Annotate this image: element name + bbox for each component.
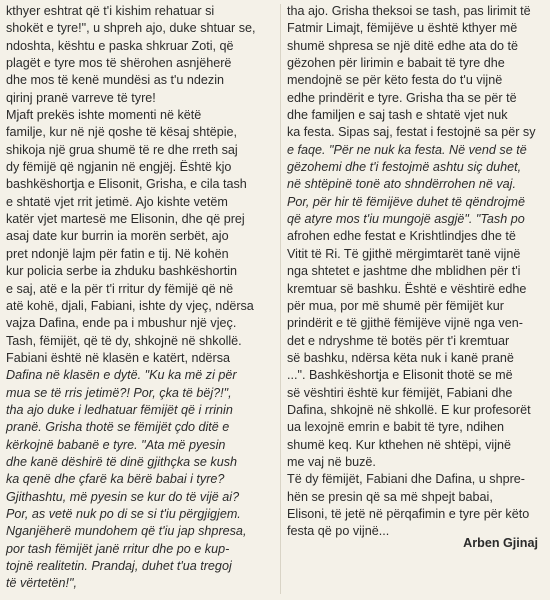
text-line: tojnë realitetin. Prandaj, duhet t'ua tregoj xyxy=(6,559,232,573)
text-line: Mjaft prekës ishte momenti në këtë xyxy=(6,108,202,123)
text-line: së vështiri është kur fëmijët, Fabiani dhe xyxy=(287,385,513,400)
text-line: vajza Dafina, ende pa i mbushur një vjeç. xyxy=(6,316,237,331)
text-line: afrohen edhe festat e Krishtlindjes dhe të xyxy=(287,229,516,244)
text-line: hën se presin që sa më shpejt babai, xyxy=(287,489,493,504)
text-line: e faqe. "Për ne nuk ka festa. Në vend se të xyxy=(287,142,527,157)
text-line: pret ndonjë lajm për fatin e tij. Në kohën xyxy=(6,246,229,261)
text-line: Gjithashtu, më pyesin se kur do të vijë ai? xyxy=(6,489,240,504)
text-line: ...". Bashkëshortja e Elisonit thotë se më xyxy=(287,368,513,383)
text-line: asaj date kur burrin ia morën serbët, ajo xyxy=(6,229,229,244)
text-line: plagët e tyre mos të shërohen asnjëherë xyxy=(6,56,232,71)
text-line: Elisoni, të jetë në përqafimin e tyre për këto xyxy=(287,506,530,521)
text-line: Të dy fëmijët, Fabiani dhe Dafina, u shpre- xyxy=(287,472,526,487)
text-line: të vërtetën!", xyxy=(6,576,77,591)
text-line: pranë. Grisha thotë se fëmijët çdo ditë e xyxy=(6,420,230,435)
text-line: mua se të rris jetimë?! Por, çka të bëj?!", xyxy=(6,385,232,400)
author-byline: Arben Gjinaj xyxy=(463,536,538,550)
right-column xyxy=(287,3,545,541)
text-line: dhe kanë dëshirë të dinë gjithçka se kush xyxy=(6,454,238,469)
text-line: për mua, por më shumë për fëmijët kur xyxy=(287,298,504,313)
text-line: tha ajo. Grisha theksoi se tash, pas lirimit të xyxy=(287,4,531,18)
text-line: që atyre mos t'iu mungojë asgjë". "Tash po xyxy=(287,212,525,227)
text-line: ua lexojnë emrin e babit të tyre, ndihen xyxy=(287,420,505,435)
text-line: Fabiani është në klasën e katërt, ndërsa xyxy=(6,350,231,365)
text-line: së bashku, ndërsa këta nuk i kanë pranë xyxy=(287,350,514,365)
text-line: qirinj pranë varreve të tyre! xyxy=(6,90,156,105)
text-line: familje, kur në një qoshe të kësaj shtëpie, xyxy=(6,125,238,140)
text-line: Dafina, shkojnë në shkollë. E kur profesorët xyxy=(287,402,531,417)
text-line: dhe mos të kenë mundësi as t'u ndezin xyxy=(6,73,225,88)
text-line: bashkëshortja e Elisonit, Grisha, e cila tash xyxy=(6,177,247,192)
text-line: me vaj në buzë. xyxy=(287,454,376,469)
text-line: atë kohë, djali, Fabiani, ishte dy vjeç, ndërsa xyxy=(6,298,254,313)
text-line: tha ajo duke i ledhatuar fëmijët që i rrinin xyxy=(6,402,233,417)
text-line: katër vjet martesë me Elisonin, dhe që prej xyxy=(6,212,245,227)
text-line: por tash fëmijët janë rritur dhe po e kup- xyxy=(6,541,230,556)
text-line: shumë keq. Kur kthehen në shtëpi, vijnë xyxy=(287,437,512,452)
text-line: kthyer eshtrat që t'i kishim rehatuar si xyxy=(6,4,215,18)
text-line: e shtatë vjet rrit jetimë. Ajo kishte vetëm xyxy=(6,194,228,209)
text-line: Tash, fëmijët, që të dy, shkojnë në shkollë. xyxy=(6,333,242,348)
text-line: ka festa. Sipas saj, festat i festojnë sa për sy xyxy=(287,125,536,140)
text-line: shumë shpresa se një ditë edhe ata do të xyxy=(287,38,519,53)
text-line: Por, as vetë nuk po di se si t'iu përgjigjem. xyxy=(6,506,241,521)
text-line: kur policia serbe ia zhduku bashkëshortin xyxy=(6,264,238,279)
text-line: nga shtetet e jashtme dhe mblidhen për t'i xyxy=(287,264,521,279)
text-line: prindërit e të gjithë fëmijëve vijnë nga ven- xyxy=(287,316,523,331)
text-line: dhe familjen e saj tash e shtatë vjet nuk xyxy=(287,108,508,123)
left-column xyxy=(6,3,274,593)
text-line: e saj, atë e la për t'i rritur dy fëmijë që në xyxy=(6,281,234,296)
text-line: det e ndryshme të botës për t'i kremtuar xyxy=(287,333,510,348)
text-line: dy fëmijë që ngjanin në engjëj. Është kjo xyxy=(6,160,232,175)
text-line: Fatmir Limajt, fëmijëve u është kthyer më xyxy=(287,21,518,36)
text-line: shokët e tyre!", u shpreh ajo, duke shtuar se, xyxy=(6,21,256,36)
column-divider xyxy=(280,4,281,594)
text-line: edhe prindërit e tyre. Grisha tha se për të xyxy=(287,90,517,105)
text-line: në shtëpinë tonë ato shndërrohen në vaj. xyxy=(287,177,516,192)
text-line: gëzohen për lirimin e babait të tyre dhe xyxy=(287,56,505,71)
text-line: gëzohemi dhe t'i festojmë ashtu siç duhet, xyxy=(287,160,522,175)
text-line: Por, për hir të fëmijëve duhet të qëndrojmë xyxy=(287,194,526,209)
text-line: festa që po vijnë... xyxy=(287,524,390,539)
text-line: Nganjëherë mundohem që t'iu jap shpresa, xyxy=(6,524,247,539)
text-line: kremtuar së bashku. Është e vështirë edhe xyxy=(287,281,527,296)
text-line: ndoshta, kështu e paska shkruar Zoti, që xyxy=(6,38,234,53)
text-line: shikoja një grua shumë të re dhe rreth saj xyxy=(6,142,238,157)
text-line: mendojnë se për këto festa do t'u vijnë xyxy=(287,73,503,88)
text-line: kërkojnë babanë e tyre. "Ata më pyesin xyxy=(6,437,226,452)
text-line: Vitit të Ri. Të gjithë mërgimtarët tanë vijnë xyxy=(287,246,521,261)
text-line: Dafina në klasën e dytë. "Ku ka më zi për xyxy=(6,368,237,383)
text-line: ka qenë dhe çfarë ka bërë babai i tyre? xyxy=(6,472,225,487)
